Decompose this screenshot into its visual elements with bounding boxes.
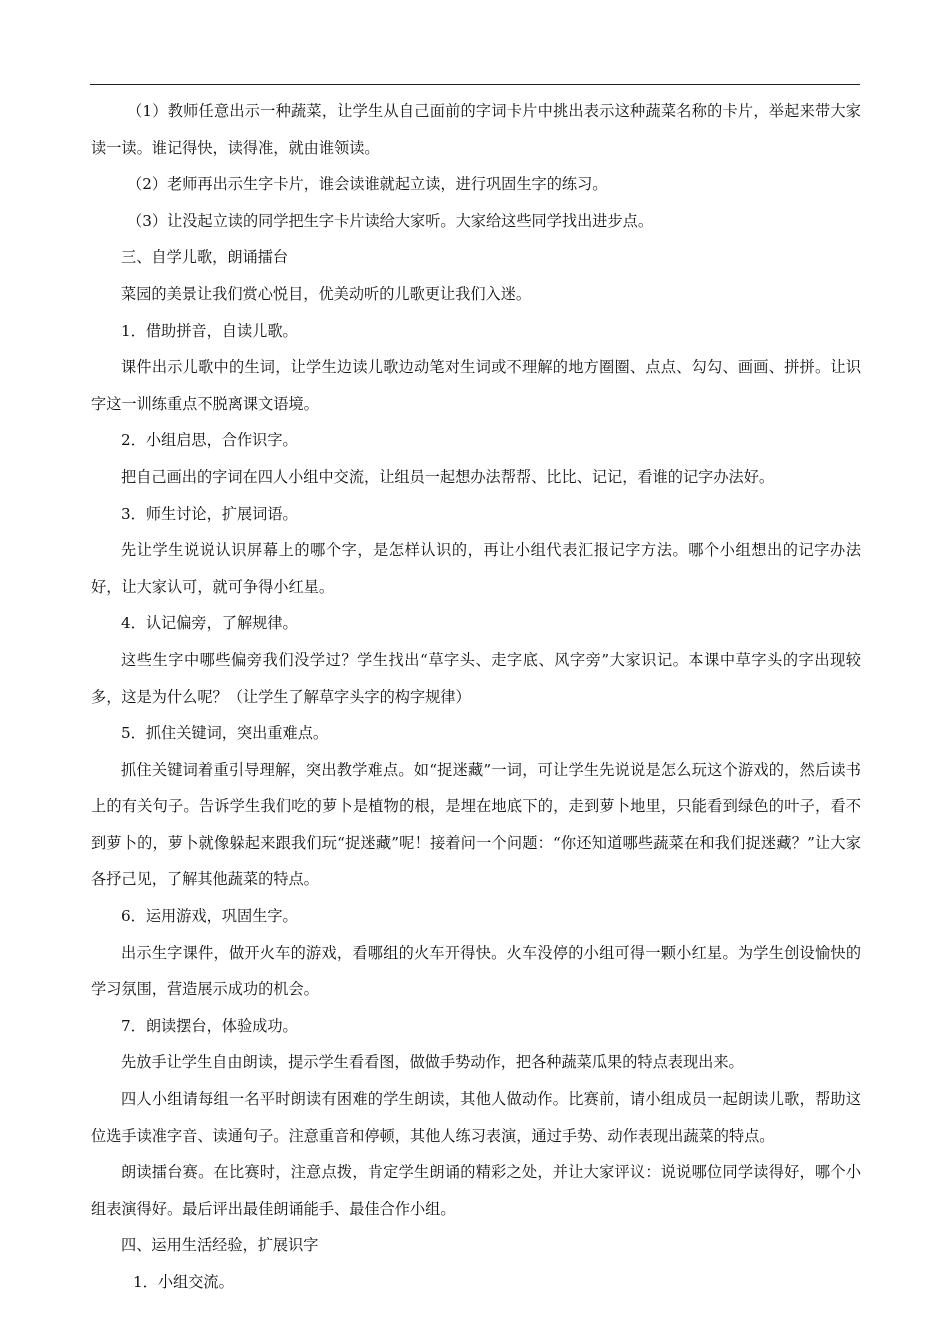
- paragraph-2: （2）老师再出示生字卡片，谁会读谁就起立读，进行巩固生字的练习。: [127, 175, 608, 194]
- step-heading-1: 1．借助拼音，自读儿歌。: [121, 321, 298, 340]
- paragraph-1: （1）教师任意出示一种蔬菜，让学生从自己面前的字词卡片中挑出表示这种蔬菜名称的卡片，举起来带大家读一读。谁记得快，读得准，就由谁领读。: [91, 102, 861, 157]
- step-heading-3: 3．师生讨论，扩展词语。: [121, 504, 298, 523]
- step-heading-6: 6．运用游戏，巩固生字。: [121, 907, 298, 926]
- paragraph-9: 抓住关键词着重引导理解，突出教学难点。如“捉迷藏”一词，可让学生先说说是怎么玩这个游戏的，然后读书上的有关句子。告诉学生我们吃的萝卜是植物的根，是埋在地底下的，走到萝卜地里，只能看到绿色的叶子，看不到萝卜的，萝卜就像躲起来跟我们玩“捉迷藏”呢！接着问一个问题：“你还知道哪些蔬菜在和我们捉迷藏？”让大家各抒己见，了解其他蔬菜的特点。: [91, 760, 861, 889]
- section-heading-4: 四、运用生活经验，扩展识字: [121, 1236, 319, 1255]
- document-body: [91, 93, 861, 1301]
- paragraph-8: 这些生字中哪些偏旁我们没学过？学生找出“草字头、走字底、风字旁”大家识记。本课中草字头的字出现较多，这是为什么呢？（让学生了解草字头字的构字规律）: [91, 650, 861, 706]
- paragraph-11: 先放手让学生自由朗读，提示学生看看图，做做手势动作，把各种蔬菜瓜果的特点表现出来。: [121, 1053, 744, 1072]
- step-heading-2: 2．小组启思，合作识字。: [121, 431, 298, 450]
- step-heading-4: 4．认记偏旁，了解规律。: [121, 614, 298, 633]
- paragraph-10: 出示生字课件，做开火车的游戏，看哪组的火车开得快。火车没停的小组可得一颗小红星。为学生创设愉快的学习氛围，营造展示成功的机会。: [91, 943, 861, 999]
- header-rule: [90, 84, 860, 85]
- paragraph-7: 先让学生说说认识屏幕上的哪个字，是怎样认识的，再让小组代表汇报记字方法。哪个小组想出的记字办法好，让大家认可，就可争得小红星。: [91, 541, 861, 596]
- paragraph-13: 朗读擂台赛。在比赛时，注意点拨，肯定学生朗诵的精彩之处，并让大家评议：说说哪位同学读得好，哪个小组表演得好。最后评出最佳朗诵能手、最佳合作小组。: [91, 1163, 861, 1218]
- paragraph-5: 课件出示儿歌中的生词，让学生边读儿歌边动笔对生词或不理解的地方圈圈、点点、勾勾、画画、拼拼。让识字这一训练重点不脱离课文语境。: [91, 358, 861, 413]
- paragraph-3: （3）让没起立读的同学把生字卡片读给大家听。大家给这些同学找出进步点。: [127, 211, 654, 230]
- step-heading-5: 5．抓住关键词，突出重难点。: [121, 724, 329, 743]
- paragraph-4: 菜园的美景让我们赏心悦目，优美动听的儿歌更让我们入迷。: [121, 284, 532, 303]
- section-heading-3: 三、自学儿歌，朗诵擂台: [121, 248, 289, 267]
- paragraph-12: 四人小组请每组一名平时朗读有困难的学生朗读，其他人做动作。比赛前，请小组成员一起朗读儿歌，帮助这位选手读准字音、读通句子。注意重音和停顿，其他人练习表演，通过手势、动作表现出蔬菜的特点。: [91, 1090, 861, 1145]
- step-heading-8: 1．小组交流。: [133, 1273, 234, 1291]
- step-heading-7: 7．朗读摆台，体验成功。: [121, 1016, 298, 1035]
- paragraph-6: 把自己画出的字词在四人小组中交流，让组员一起想办法帮帮、比比、记记，看谁的记字办法好。: [121, 467, 775, 486]
